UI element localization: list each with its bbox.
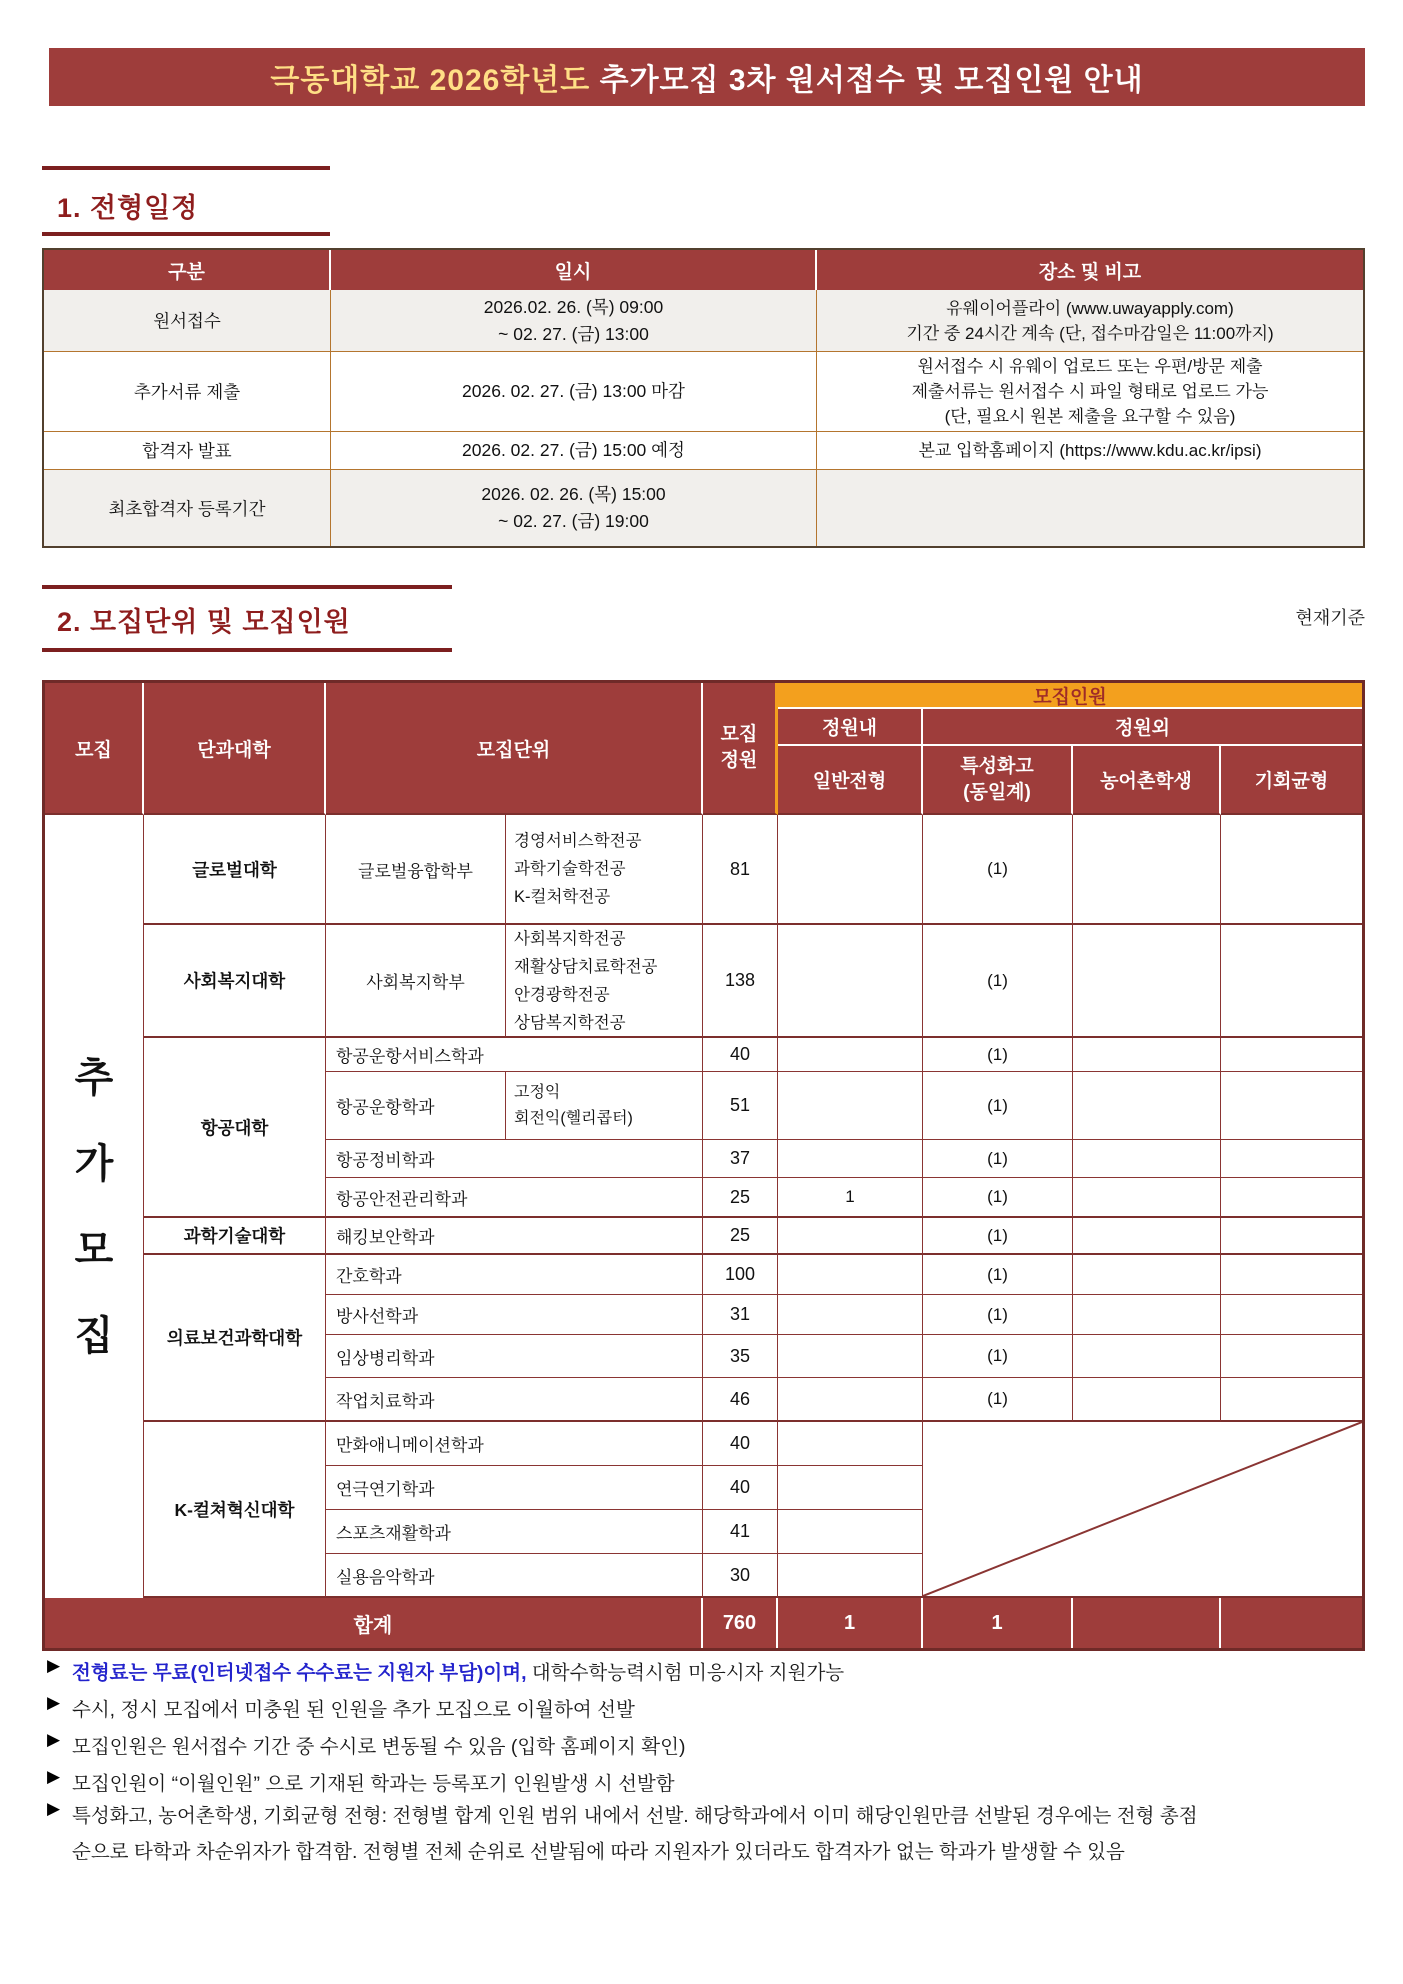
college-cell: 항공대학	[144, 1038, 326, 1218]
header-general: 일반전형	[778, 746, 923, 815]
vocational-cell: (1)	[923, 1295, 1073, 1335]
triangle-bullet-icon: ▶	[47, 1693, 61, 1712]
triangle-bullet-icon: ▶	[47, 1730, 61, 1749]
general-cell	[778, 1466, 923, 1510]
unit-cell: 항공안전관리학과	[326, 1178, 703, 1218]
major-line: 회전익(헬리콥터)	[514, 1109, 633, 1127]
place-line: 제출서류는 원서접수 시 파일 형태로 업로드 가능	[911, 382, 1269, 401]
place-line: 기간 중 24시간 계속 (단, 접수마감일은 11:00까지)	[906, 323, 1274, 343]
equal-cell	[1221, 1335, 1362, 1378]
college-cell: K-컬쳐혁신대학	[144, 1422, 326, 1598]
section1-underline	[42, 232, 330, 236]
total-vocational: 1	[923, 1598, 1073, 1648]
general-cell	[778, 1510, 923, 1554]
unit-cell: 방사선학과	[326, 1295, 703, 1335]
schedule-row-datetime	[331, 470, 817, 546]
header-pool: 모집인원	[778, 683, 1362, 709]
total-general: 1	[778, 1598, 923, 1648]
header-out-quota: 정원외	[923, 709, 1362, 746]
vertical-char: 가	[74, 1141, 114, 1186]
quota-cell: 41	[703, 1510, 778, 1554]
total-label: 합계	[45, 1598, 703, 1648]
general-cell	[778, 1378, 923, 1422]
unit-cell: 만화애니메이션학과	[326, 1422, 703, 1466]
title-highlight: 극동대학교 2026학년도	[270, 64, 591, 97]
quota-cell: 40	[703, 1466, 778, 1510]
rural-cell	[1073, 1378, 1221, 1422]
unit-cell: 항공운항학과	[326, 1072, 506, 1140]
unit-cell: 항공운항서비스학과	[326, 1038, 703, 1072]
general-cell: 1	[778, 1178, 923, 1218]
major-line: 상담복지학전공	[514, 1013, 626, 1032]
header-rural: 농어촌학생	[1073, 746, 1221, 815]
note-item	[47, 1692, 1377, 1728]
unit-cell: 실용음악학과	[326, 1554, 703, 1598]
triangle-bullet-icon: ▶	[47, 1656, 61, 1675]
schedule-header-place: 장소 및 비고	[817, 250, 1363, 290]
place-line: 원서접수 시 유웨이 업로드 또는 우편/방문 제출	[917, 357, 1263, 376]
college-cell: 글로벌대학	[144, 815, 326, 925]
equal-cell	[1221, 1218, 1362, 1255]
equal-cell	[1221, 1178, 1362, 1218]
quota-cell: 30	[703, 1554, 778, 1598]
general-cell	[778, 1255, 923, 1295]
unit-cell: 스포츠재활학과	[326, 1510, 703, 1554]
vertical-char: 추	[74, 1055, 114, 1100]
unit-cell: 사회복지학부	[326, 925, 506, 1038]
quota-cell: 46	[703, 1378, 778, 1422]
header-unit: 모집단위	[326, 683, 703, 815]
equal-cell	[1221, 1072, 1362, 1140]
general-cell	[778, 1038, 923, 1072]
note-highlight: 전형료는 무료(인터넷접수 수수료는 지원자 부담)이며,	[72, 1662, 527, 1684]
note-rest: 대학수학능력시험 미응시자 지원가능	[526, 1662, 845, 1684]
unit-cell: 항공정비학과	[326, 1140, 703, 1178]
general-cell	[778, 1218, 923, 1255]
unit-cell: 작업치료학과	[326, 1378, 703, 1422]
schedule-table	[42, 248, 1365, 548]
title-banner	[49, 48, 1365, 106]
equal-cell	[1221, 1295, 1362, 1335]
unit-cell: 해킹보안학과	[326, 1218, 703, 1255]
quota-cell: 40	[703, 1038, 778, 1072]
vocational-cell: (1)	[923, 1218, 1073, 1255]
triangle-bullet-icon: ▶	[47, 1799, 61, 1818]
rural-cell	[1073, 1335, 1221, 1378]
title-rest: 추가모집 3차 원서접수 및 모집인원 안내	[590, 64, 1144, 97]
general-cell	[778, 815, 923, 925]
section1-overline	[42, 166, 330, 170]
major-line: 재활상담치료학전공	[514, 957, 658, 976]
section2-title: 2. 모집단위 및 모집인원	[57, 607, 351, 637]
note-text: 수시, 정시 모집에서 미충원 된 인원을 추가 모집으로 이월하여 선발	[72, 1699, 635, 1721]
total-rural	[1073, 1598, 1221, 1648]
college-cell: 의료보건과학대학	[144, 1255, 326, 1422]
vocational-cell: (1)	[923, 1140, 1073, 1178]
header-vocational-line1: 특성화고	[960, 755, 1034, 777]
schedule-header-division: 구분	[44, 250, 331, 290]
college-cell: 과학기술대학	[144, 1218, 326, 1255]
section2-underline	[42, 648, 452, 652]
equal-cell	[1221, 1255, 1362, 1295]
datetime-line: ~ 02. 27. (금) 13:00	[498, 323, 649, 344]
recruit-type-vertical-label	[45, 815, 144, 1598]
rural-cell	[1073, 1140, 1221, 1178]
vertical-char: 모	[74, 1227, 114, 1272]
note-text: 모집인원이 “이월인원” 으로 기재된 학과는 등록포기 인원발생 시 선발함	[72, 1773, 675, 1795]
datetime-line: 2026.02. 26. (목) 09:00	[483, 296, 664, 317]
majors-cell	[506, 925, 703, 1038]
vocational-cell: (1)	[923, 1038, 1073, 1072]
vocational-cell: (1)	[923, 1378, 1073, 1422]
general-cell	[778, 1295, 923, 1335]
header-quota-line2: 정원	[720, 750, 758, 771]
schedule-row-label: 추가서류 제출	[44, 352, 331, 432]
rural-cell	[1073, 1295, 1221, 1335]
schedule-row-label: 합격자 발표	[44, 432, 331, 470]
quota-cell: 31	[703, 1295, 778, 1335]
general-cell	[778, 1422, 923, 1466]
vocational-cell: (1)	[923, 925, 1073, 1038]
majors-cell	[506, 1072, 703, 1140]
quota-cell: 81	[703, 815, 778, 925]
schedule-row-place	[817, 290, 1363, 352]
note-text	[72, 1798, 1198, 1870]
place-line: (단, 필요시 원본 제출을 요구할 수 있음)	[944, 407, 1236, 426]
major-line: 과학기술학전공	[514, 860, 626, 878]
datetime-line: 2026. 02. 26. (목) 15:00	[481, 484, 666, 504]
rural-cell	[1073, 1038, 1221, 1072]
note-line: 순으로 타학과 차순위자가 합격함. 전형별 전체 순위로 선발됨에 따라 지원자가 있더라도 합격자가 없는 학과가 발생할 수 있음	[72, 1841, 1125, 1863]
unit-cell: 연극연기학과	[326, 1466, 703, 1510]
header-college: 단과대학	[144, 683, 326, 815]
note-item	[47, 1766, 1377, 1802]
rural-cell	[1073, 815, 1221, 925]
header-quota	[703, 683, 778, 815]
quota-cell: 25	[703, 1178, 778, 1218]
schedule-row-datetime	[331, 432, 817, 470]
major-line: 고정익	[514, 1083, 561, 1101]
major-line: K-컬처학전공	[514, 888, 611, 906]
unit-cell: 임상병리학과	[326, 1335, 703, 1378]
diagonal-line	[923, 1422, 1362, 1596]
datetime-line: ~ 02. 27. (금) 19:00	[498, 511, 649, 531]
header-vocational	[923, 746, 1073, 815]
vocational-cell: (1)	[923, 1335, 1073, 1378]
schedule-row-label: 원서접수	[44, 290, 331, 352]
college-cell: 사회복지대학	[144, 925, 326, 1038]
vocational-cell: (1)	[923, 1072, 1073, 1140]
schedule-row-place	[817, 432, 1363, 470]
triangle-bullet-icon: ▶	[47, 1767, 61, 1786]
general-cell	[778, 1072, 923, 1140]
vocational-cell: (1)	[923, 1255, 1073, 1295]
rural-cell	[1073, 1255, 1221, 1295]
quota-cell: 100	[703, 1255, 778, 1295]
datetime-line: 2026. 02. 27. (금) 15:00 예정	[462, 440, 685, 460]
schedule-row-datetime	[331, 352, 817, 432]
note-text: 모집인원은 원서접수 기간 중 수시로 변동될 수 있음 (입학 홈페이지 확인)	[72, 1736, 686, 1758]
note-item	[47, 1655, 1377, 1691]
current-basis-note: 현재기준	[1295, 608, 1365, 628]
vocational-cell: (1)	[923, 1178, 1073, 1218]
header-in-quota: 정원내	[778, 709, 923, 746]
rural-cell	[1073, 1072, 1221, 1140]
equal-cell	[1221, 1378, 1362, 1422]
equal-cell	[1221, 1140, 1362, 1178]
equal-cell	[1221, 925, 1362, 1038]
note-line: 특성화고, 농어촌학생, 기회균형 전형: 전형별 합계 인원 범위 내에서 선발. 해당학과에서 이미 해당인원만큼 선발된 경우에는 전형 총점	[72, 1805, 1198, 1827]
note-item	[47, 1798, 1377, 1870]
equal-cell	[1221, 815, 1362, 925]
vertical-char: 집	[74, 1313, 114, 1358]
quota-cell: 40	[703, 1422, 778, 1466]
unit-cell: 간호학과	[326, 1255, 703, 1295]
quota-cell: 37	[703, 1140, 778, 1178]
header-equal-opportunity: 기회균형	[1221, 746, 1362, 815]
quota-cell: 35	[703, 1335, 778, 1378]
header-vocational-line2: (동일계)	[963, 781, 1031, 803]
note-text	[72, 1655, 844, 1691]
not-applicable-diagonal-cell	[923, 1422, 1362, 1598]
schedule-row-label: 최초합격자 등록기간	[44, 470, 331, 546]
equal-cell	[1221, 1038, 1362, 1072]
admission-table	[42, 680, 1365, 1651]
schedule-row-place	[817, 352, 1363, 432]
major-line: 안경광학전공	[514, 985, 610, 1004]
general-cell	[778, 1554, 923, 1598]
place-line: 유웨이어플라이 (www.uwayapply.com)	[946, 298, 1234, 318]
rural-cell	[1073, 1178, 1221, 1218]
major-line: 사회복지학전공	[514, 929, 626, 948]
quota-cell: 51	[703, 1072, 778, 1140]
place-line: 본교 입학홈페이지 (https://www.kdu.ac.kr/ipsi)	[918, 441, 1262, 460]
datetime-line: 2026. 02. 27. (금) 13:00 마감	[462, 381, 685, 401]
total-quota: 760	[703, 1598, 778, 1648]
general-cell	[778, 1140, 923, 1178]
header-recruit: 모집	[45, 683, 144, 815]
general-cell	[778, 1335, 923, 1378]
schedule-header-datetime: 일시	[331, 250, 817, 290]
vocational-cell: (1)	[923, 815, 1073, 925]
majors-cell	[506, 815, 703, 925]
rural-cell	[1073, 1218, 1221, 1255]
schedule-row-datetime	[331, 290, 817, 352]
total-equal	[1221, 1598, 1362, 1648]
quota-cell: 138	[703, 925, 778, 1038]
section1-title: 1. 전형일정	[57, 193, 199, 223]
general-cell	[778, 925, 923, 1038]
quota-cell: 25	[703, 1218, 778, 1255]
schedule-row-place	[817, 470, 1363, 546]
section2-overline	[42, 585, 452, 589]
unit-cell: 글로벌융합학부	[326, 815, 506, 925]
note-item	[47, 1729, 1377, 1765]
major-line: 경영서비스학전공	[514, 832, 642, 850]
rural-cell	[1073, 925, 1221, 1038]
header-quota-line1: 모집	[720, 724, 758, 745]
